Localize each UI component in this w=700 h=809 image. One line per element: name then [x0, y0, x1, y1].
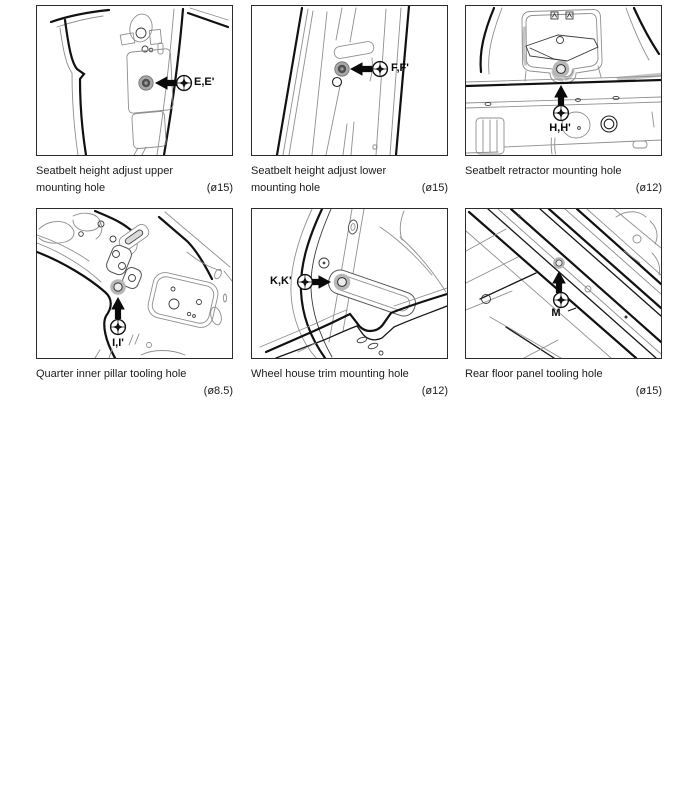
arrow-icon: [111, 297, 125, 319]
target-marker-icon: [373, 62, 388, 77]
figure-caption: [36, 366, 233, 400]
figure-caption: [465, 366, 662, 400]
target-marker-icon: [111, 320, 126, 335]
diagram-panel: [36, 5, 233, 156]
marker-label: F,F': [391, 62, 409, 74]
marker-label: H,H': [549, 122, 571, 134]
marker-label: M: [551, 307, 561, 319]
arrow-icon: [350, 62, 372, 76]
marker-label: K,K': [270, 275, 292, 287]
hole-diameter: (ø12): [635, 182, 662, 194]
caption-text: Seatbelt height adjust upper: [36, 165, 173, 177]
diagram-panel: [465, 5, 662, 156]
target-marker-icon: [298, 275, 313, 290]
target-marker-icon: [554, 293, 569, 308]
rear-floor-diagram-image: [466, 209, 661, 358]
figure-seatbelt-height-lower: [251, 5, 448, 197]
arrow-icon: [554, 85, 568, 107]
figure-caption: [36, 163, 233, 197]
diagram-panel: [36, 208, 233, 359]
diagram-panel: [465, 208, 662, 359]
hole-diameter: (ø12): [421, 385, 448, 397]
figure-seatbelt-height-upper: [36, 5, 233, 197]
target-marker-icon: [177, 76, 192, 91]
figure-quarter-inner-pillar: [36, 208, 233, 400]
caption-text: Quarter inner pillar tooling hole: [36, 368, 187, 380]
mounting-hole: [553, 257, 565, 269]
caption-text: Wheel house trim mounting hole: [251, 368, 409, 380]
mounting-hole: [335, 62, 349, 76]
figure-caption: [465, 163, 662, 197]
caption-text-line2: mounting hole: [251, 182, 321, 194]
mounting-hole: [139, 76, 153, 90]
hole-diameter: (ø8.5): [203, 385, 233, 397]
figure-caption: [251, 366, 448, 400]
caption-text: Seatbelt retractor mounting hole: [465, 165, 622, 177]
marker-label: E,E': [194, 76, 215, 88]
hole-diameter: (ø15): [635, 385, 662, 397]
arrow-icon: [552, 271, 566, 293]
inner-pillar-diagram-image: [37, 209, 232, 358]
caption-text: Rear floor panel tooling hole: [465, 368, 603, 380]
figure-seatbelt-retractor: [465, 5, 662, 197]
caption-text: Seatbelt height adjust lower: [251, 165, 387, 177]
figure-caption: [251, 163, 448, 197]
marker-label: I,I': [112, 337, 124, 349]
diagram-panel: [251, 208, 448, 359]
hole-diameter: (ø15): [421, 182, 448, 194]
pillar-diagram-image: [252, 6, 447, 155]
caption-text-line2: mounting hole: [36, 182, 106, 194]
mounting-hole: [553, 61, 570, 78]
hole-diameter: (ø15): [206, 182, 233, 194]
mounting-hole: [110, 279, 126, 295]
figure-rear-floor-panel: [465, 208, 662, 400]
mounting-hole: [334, 274, 351, 291]
diagram-panel: [251, 5, 448, 156]
target-marker-icon: [554, 106, 569, 121]
figure-wheel-house-trim: [251, 208, 448, 400]
